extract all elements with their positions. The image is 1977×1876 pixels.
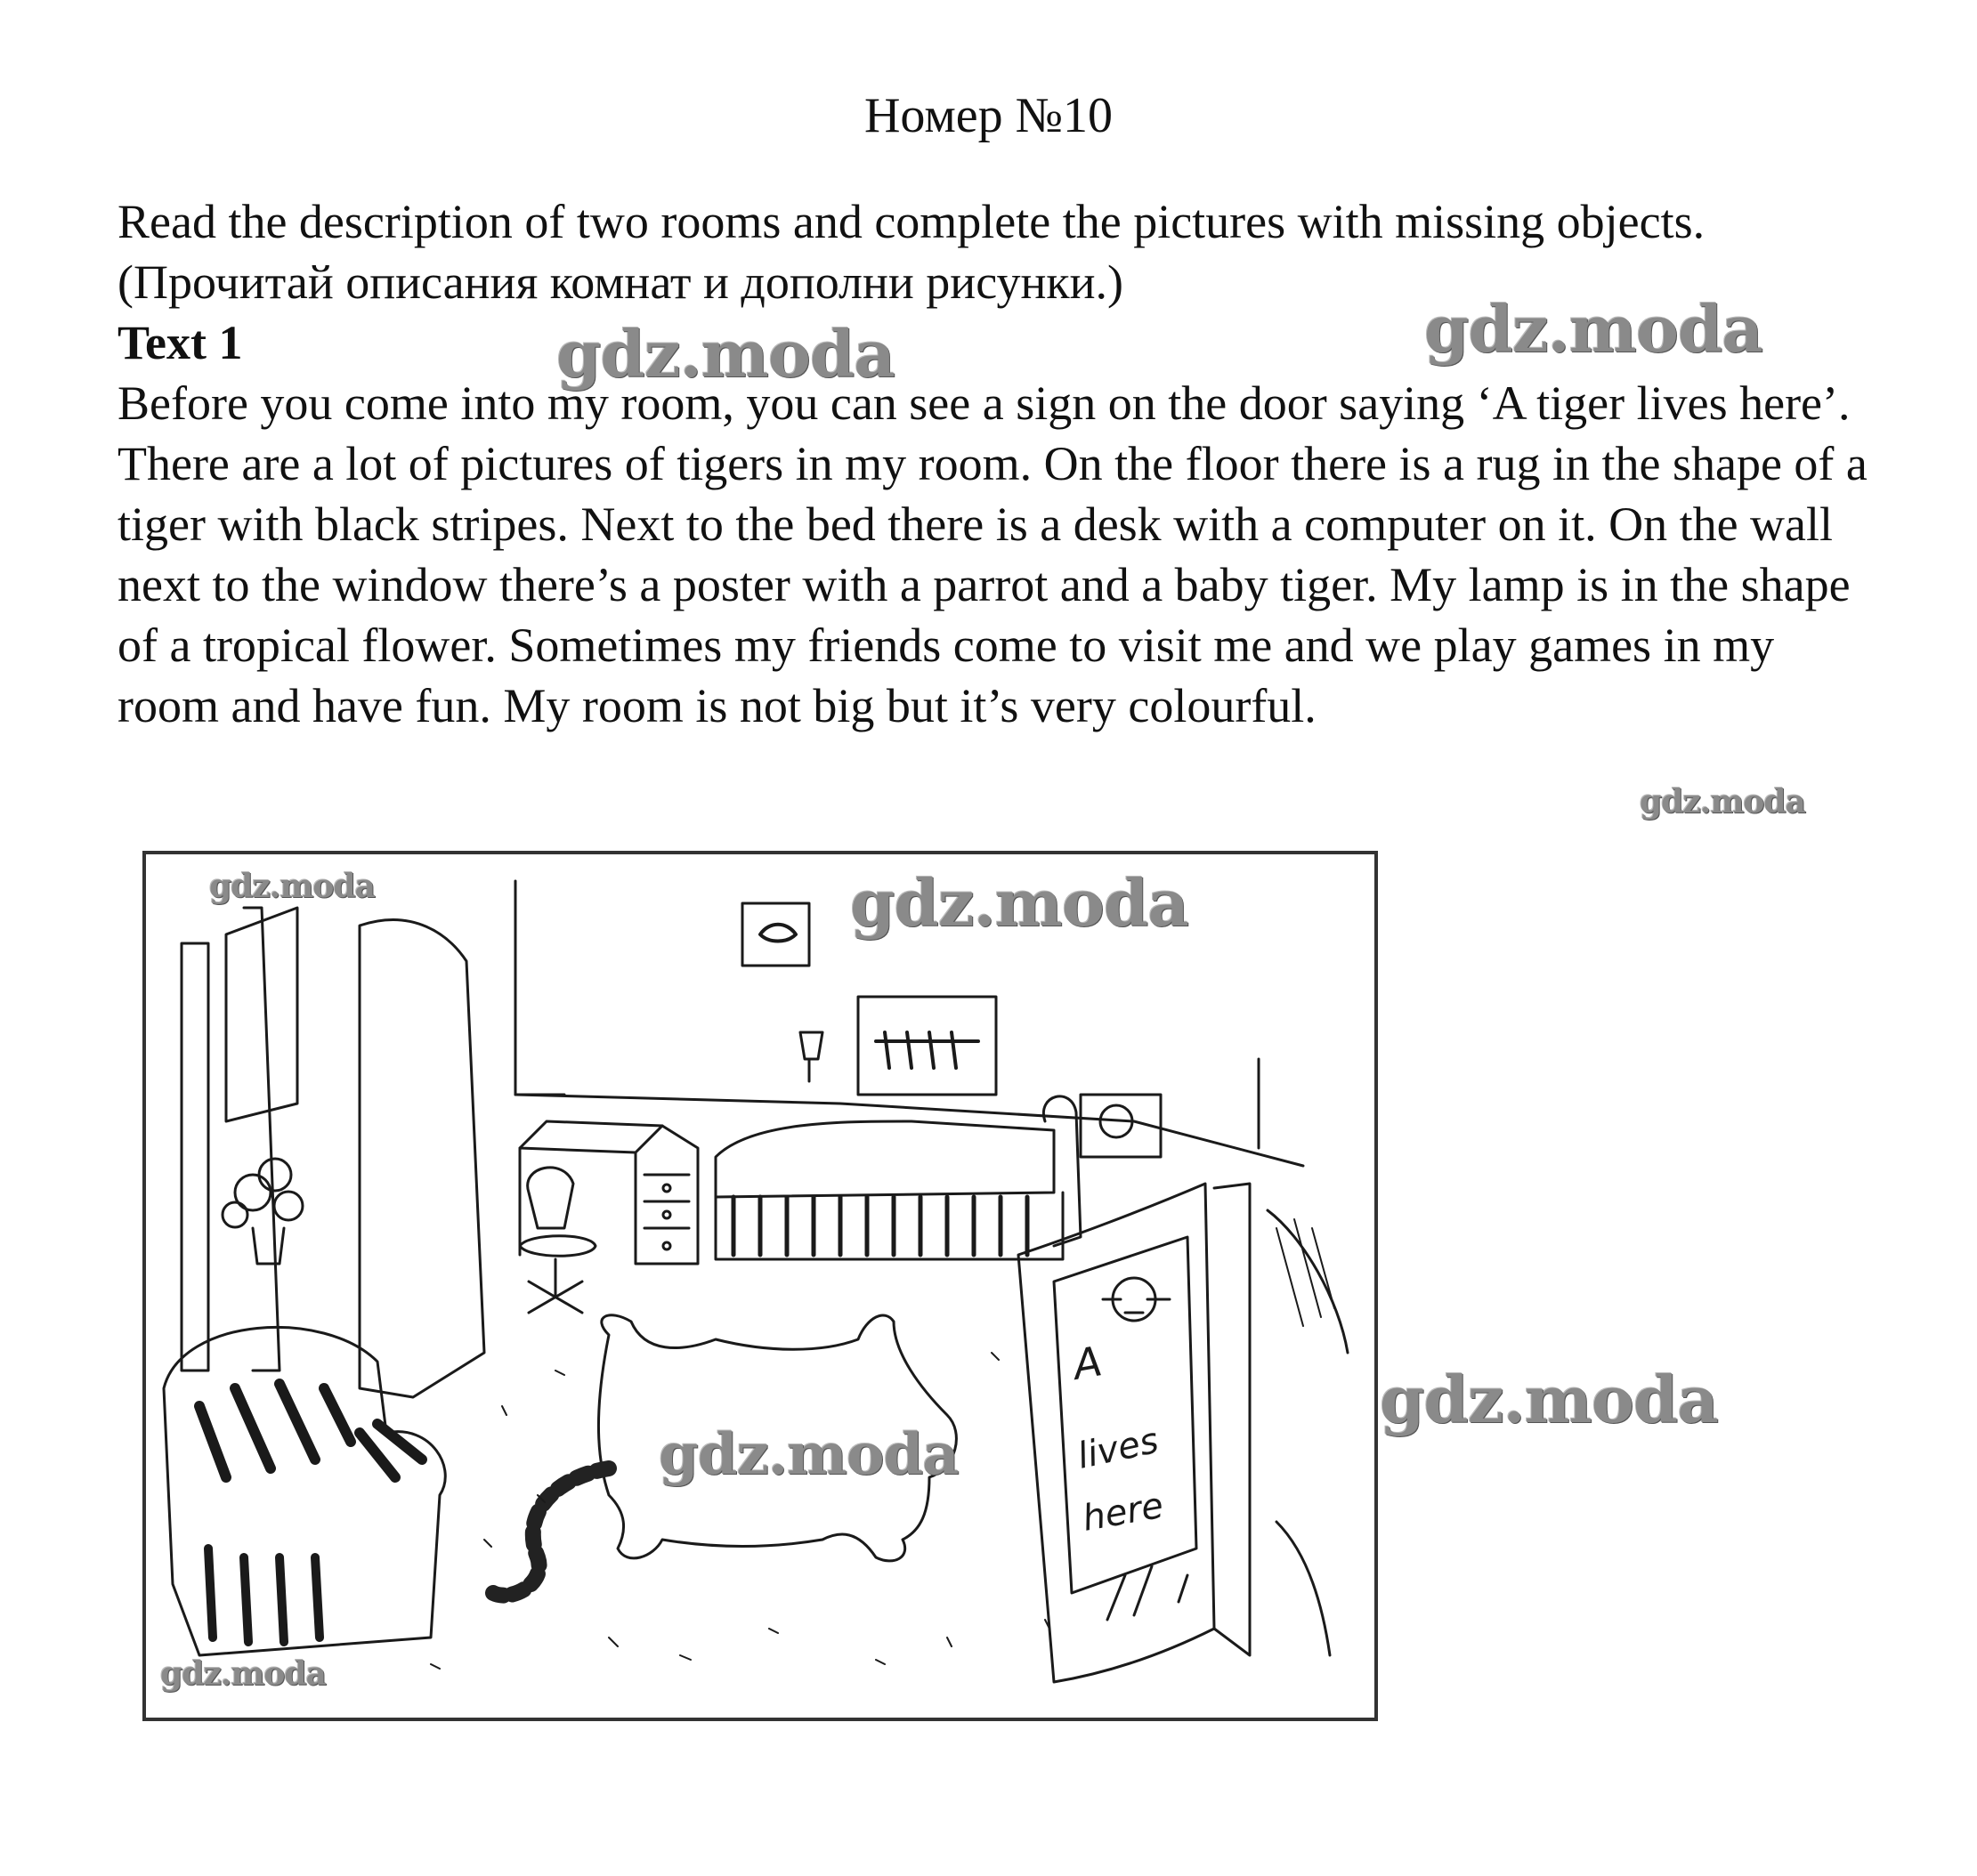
instruction-text: Read the description of two rooms and complete the pictures with missing objects. (Прочитай описания комнат и дополни рисунки.) <box>117 195 1706 309</box>
desk-chair <box>520 1168 596 1313</box>
watermark: gdz.moda <box>556 316 895 392</box>
watermark: gdz.moda <box>1424 291 1762 367</box>
text-heading: Text 1 <box>117 316 243 369</box>
page-title: Номер №10 <box>863 88 1114 143</box>
wall-line-left <box>515 881 564 1095</box>
bed-drawing <box>716 1096 1081 1259</box>
watermark: gdz.moda <box>1380 1362 1718 1437</box>
plant-icon <box>223 1159 303 1264</box>
watermark: gdz.moda <box>160 1655 326 1693</box>
tiger-picture-2 <box>858 997 996 1095</box>
watermark: gdz.moda <box>850 865 1188 941</box>
rug-tail <box>493 1468 609 1596</box>
floor-line <box>515 1095 1303 1166</box>
watermark: gdz.moda <box>659 1421 959 1488</box>
door-drawing <box>1018 1184 1348 1682</box>
room-illustration <box>142 851 1378 1721</box>
desk-drawing <box>520 1121 698 1264</box>
lamp-shape <box>800 1032 822 1081</box>
text-body: Before you come into my room, you can see a sign on the door saying ‘A tiger lives here’. There are a lot of pictures of tigers in my room. On the floor there is a rug in the shape of a tiger with black stripes. Next to the bed there is a desk with a computer on it. On the wall next to the window there’s a poster with a parrot and a baby tiger. My lamp is in the shape of a tropical flower. Sometimes my friends come to visit me and we play games in my room and have fun. My room is not big but it’s very colourful. <box>117 376 1868 732</box>
tiger-picture-1 <box>742 903 809 966</box>
window-curtain <box>360 920 484 1397</box>
armchair <box>164 1327 445 1655</box>
tiger-face-icon <box>1103 1278 1170 1321</box>
window-frame <box>182 943 208 1371</box>
exercise-content <box>117 191 1880 736</box>
room-drawing <box>146 854 1374 1718</box>
floor-marks <box>431 1353 1049 1669</box>
door-sign-text-a: A <box>1069 1337 1106 1389</box>
watermark: gdz.moda <box>209 868 375 905</box>
window-side <box>244 908 280 1371</box>
watermark: gdz.moda <box>1640 783 1805 821</box>
door-sign-text-lives: lives <box>1074 1419 1163 1477</box>
door-sign-text-here: here <box>1079 1484 1167 1540</box>
